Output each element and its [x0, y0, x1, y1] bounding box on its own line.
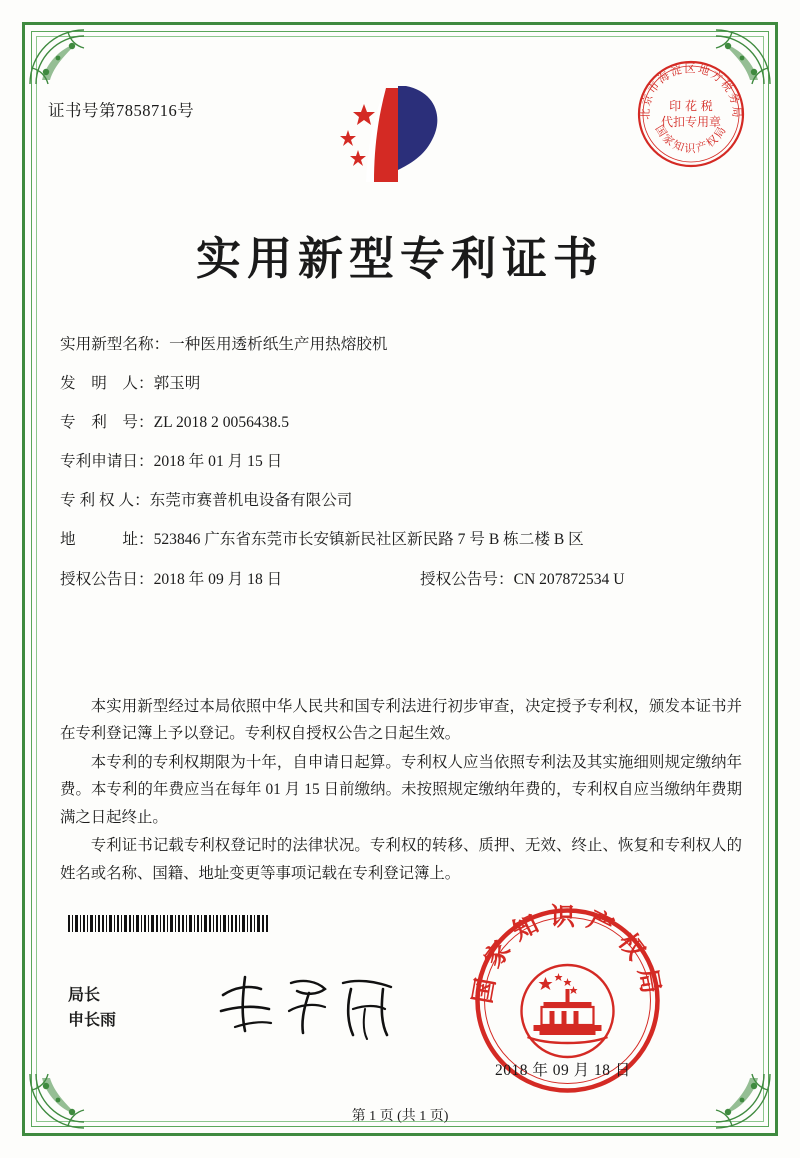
- field-row-patent-number: [60, 415, 740, 431]
- corner-ornament-icon: [20, 20, 94, 94]
- certificate-number: 证书号第7858716号: [48, 101, 195, 120]
- field-label: 授权公告日：: [60, 570, 154, 588]
- field-label: 专 利 权 人：: [60, 492, 150, 510]
- svg-text:北京市海淀区地方税务局: 北京市海淀区地方税务局: [638, 62, 744, 120]
- seal-date: 2018 年 09 月 18 日: [495, 1062, 631, 1079]
- field-label: 专利申请日：: [60, 453, 154, 471]
- field-list: [60, 337, 740, 611]
- director-title-label: 局长: [68, 987, 101, 1004]
- field-label: 地 址：: [60, 531, 154, 549]
- svg-text:印 花 税: 印 花 税: [669, 99, 713, 113]
- field-label: 发 明 人：: [60, 375, 154, 393]
- director-name-label: 申长雨: [68, 1011, 117, 1029]
- field-label: 实用新型名称：: [60, 336, 170, 353]
- signature-labels: [68, 984, 116, 1034]
- page-footer: 第 1 页 (共 1 页): [351, 1109, 449, 1124]
- body-text: [60, 693, 742, 888]
- field-value: 一种医用透析纸生产用热熔胶机: [169, 336, 388, 353]
- grant-date-group: [60, 572, 420, 588]
- barcode: [68, 915, 268, 932]
- corner-ornament-icon: [706, 1064, 780, 1138]
- grant-number-group: [420, 572, 624, 588]
- svg-text:代扣专用章: 代扣专用章: [660, 115, 722, 129]
- field-value: 523846 广东省东莞市长安镇新民社区新民路 7 号 B 栋二楼 B 区: [153, 531, 584, 549]
- body-paragraph: 专利证书记载专利权登记时的法律状况。专利权的转移、质押、无效、终止、恢复和专利权人的姓名或名称、国籍、地址变更等事项记载在专利登记簿上。: [60, 837, 742, 882]
- field-row-address: [60, 532, 740, 548]
- field-row-grant: [60, 572, 740, 588]
- cnipa-logo-icon: [328, 78, 468, 188]
- field-label: 专 利 号：: [60, 414, 154, 432]
- field-value: 郭玉明: [153, 375, 201, 393]
- field-value: 2018 年 01 月 15 日: [153, 453, 283, 471]
- body-paragraph: 本实用新型经过本局依照中华人民共和国专利法进行初步审查，决定授予专利权，颁发本证书并在专利登记簿上予以登记。专利权自授权公告之日起生效。: [60, 698, 742, 743]
- field-value: CN 207872534 U: [513, 570, 625, 588]
- field-value: 2018 年 09 月 18 日: [153, 570, 283, 588]
- field-row-patentee: [60, 493, 740, 509]
- field-value: ZL 2018 2 0056438.5: [153, 414, 290, 432]
- field-label: 授权公告号：: [420, 570, 514, 588]
- svg-text:国家知识产权局: 国家知识产权局: [470, 903, 665, 1006]
- svg-text:国家知识产权局: 国家知识产权局: [652, 122, 730, 155]
- field-row-inventor: [60, 376, 740, 392]
- page-title: 实用新型专利证书: [195, 232, 604, 285]
- body-paragraph: 本专利的专利权期限为十年，自申请日起算。专利权人应当依照专利法及其实施细则规定缴纳年费。本专利的年费应当在每年 01 月 15 日前缴纳。未按照规定缴纳年费的，专利权自应当缴纳年费期满之日起终止。: [60, 753, 742, 826]
- field-row-application-date: [60, 454, 740, 470]
- field-value: 东莞市赛普机电设备有限公司: [149, 492, 353, 510]
- handwritten-signature: [205, 965, 415, 1045]
- tax-stamp-seal: [635, 58, 747, 170]
- field-row-name: [60, 337, 740, 353]
- corner-ornament-icon: [20, 1064, 94, 1138]
